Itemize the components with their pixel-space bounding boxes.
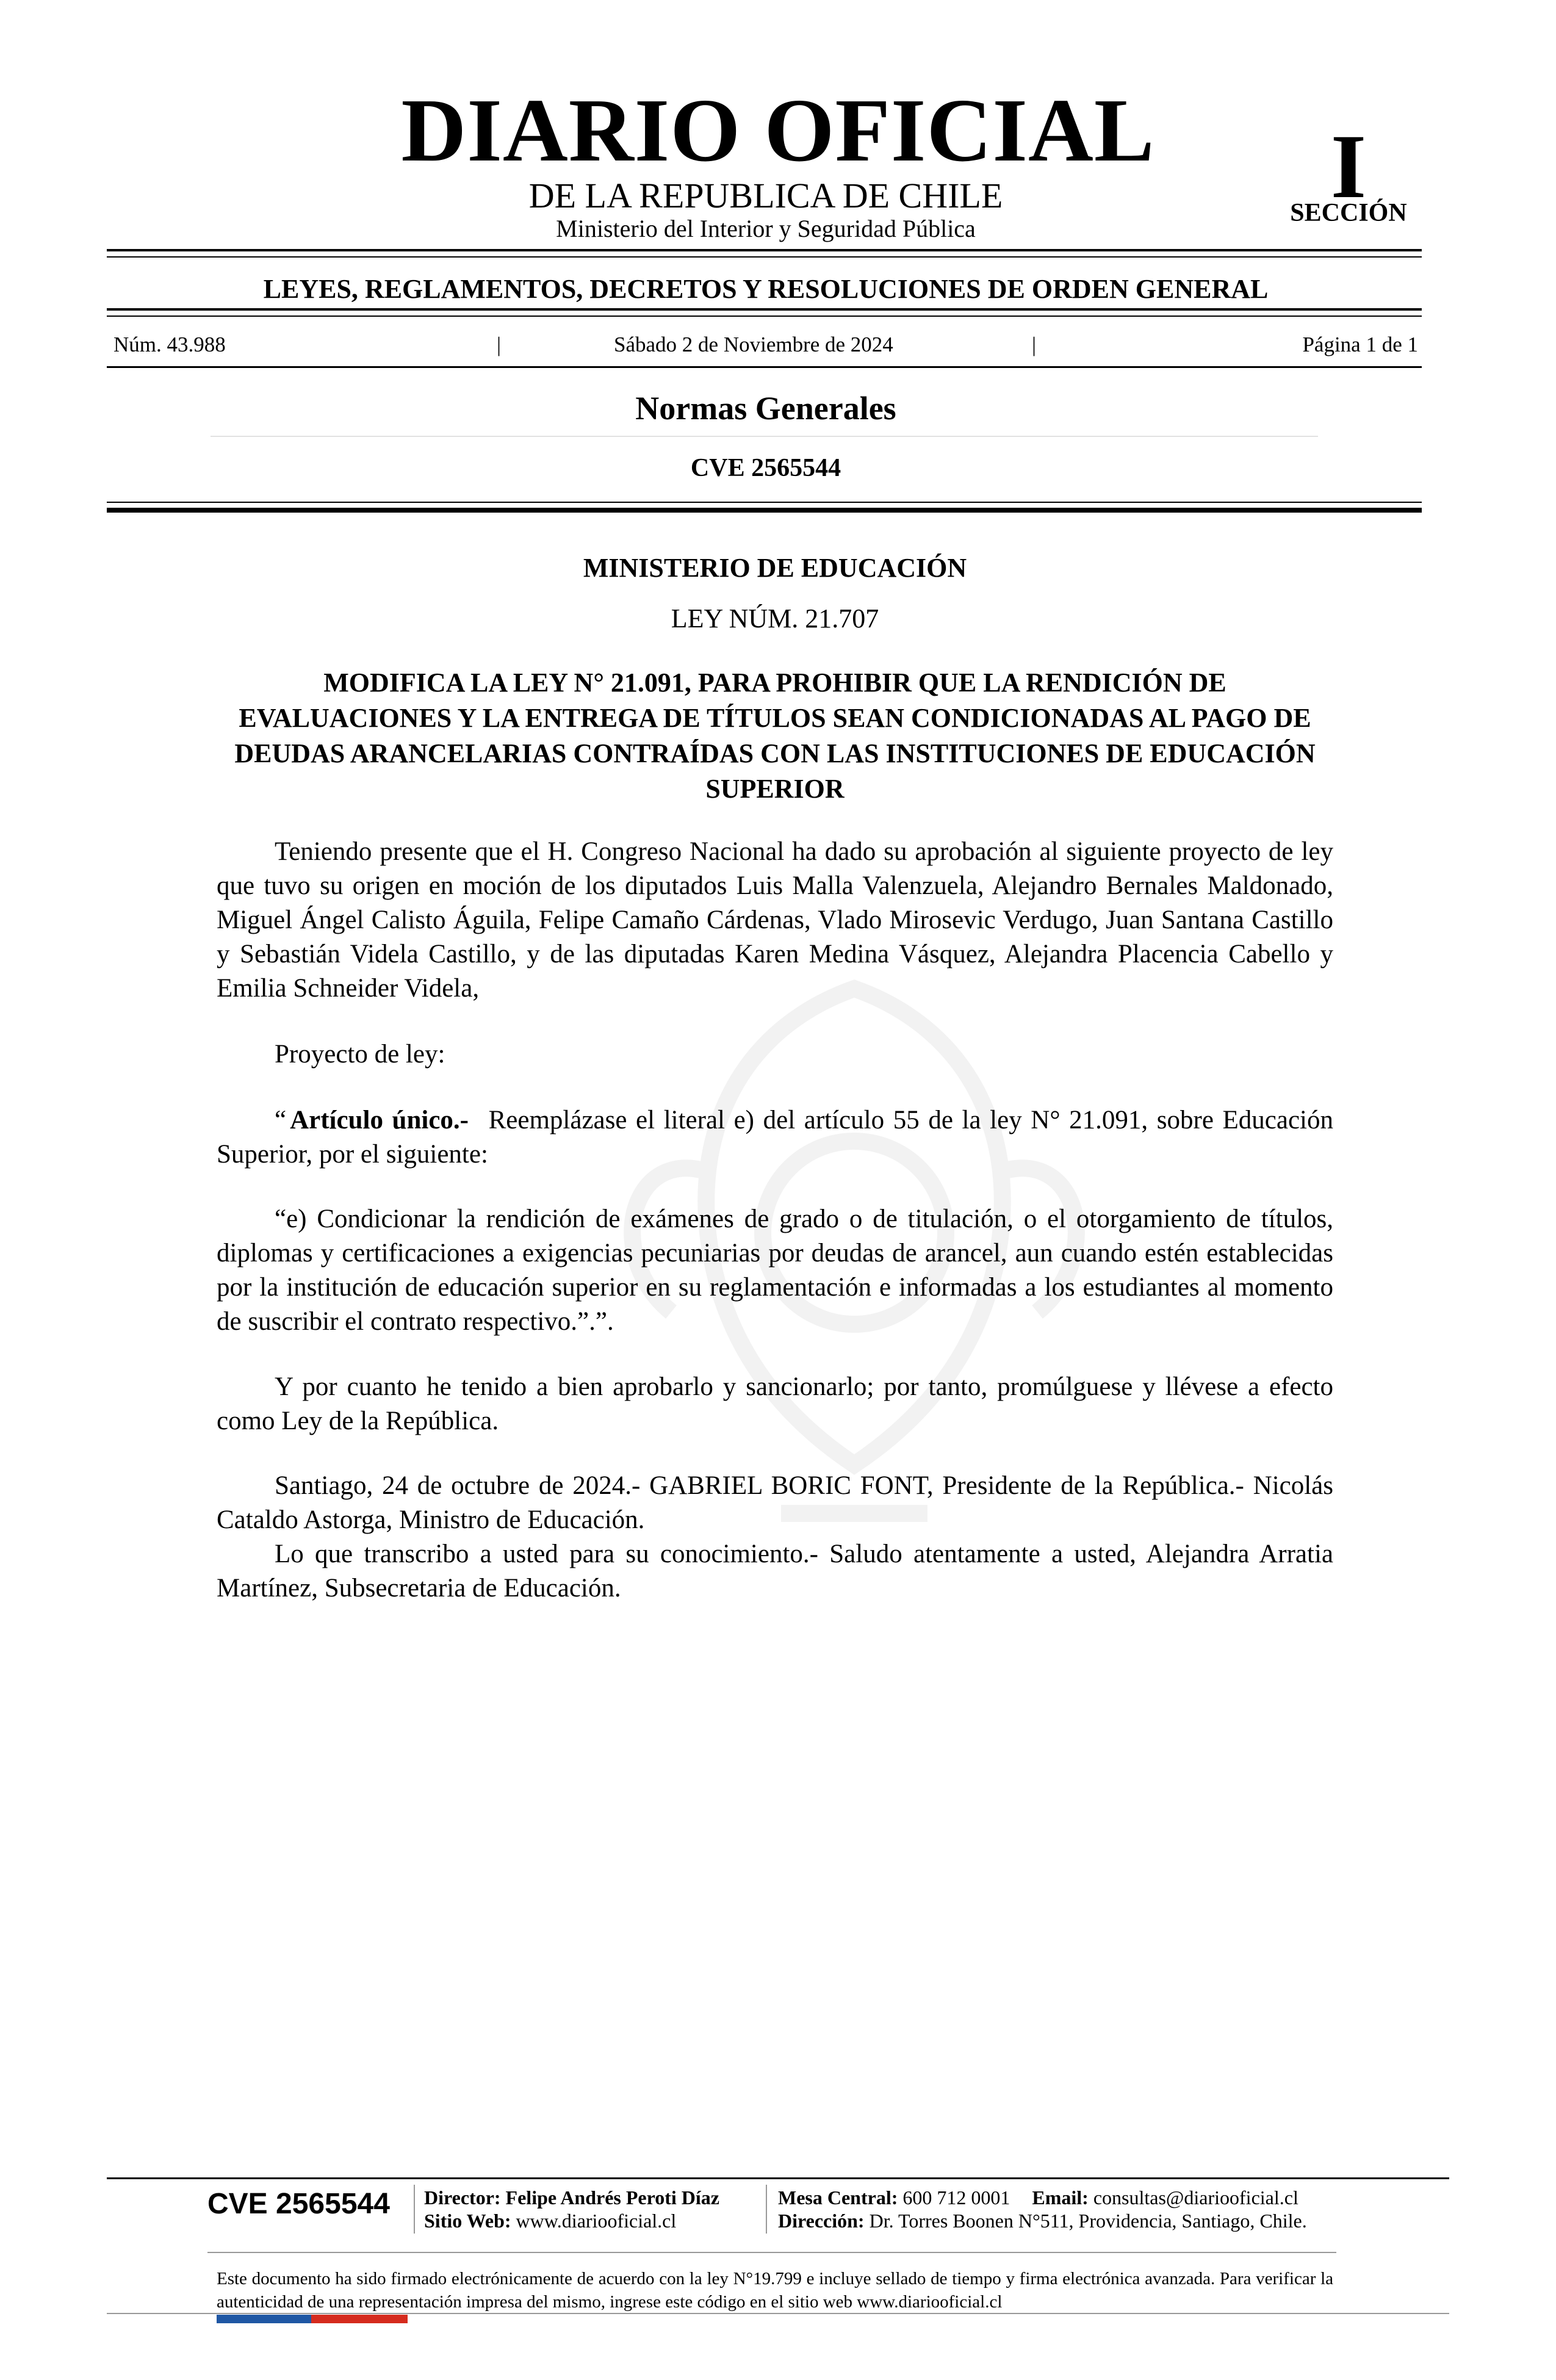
footer-divider bbox=[766, 2185, 767, 2234]
address-label: Dirección: bbox=[778, 2210, 865, 2232]
email-link[interactable]: consultas@diariooficial.cl bbox=[1093, 2187, 1298, 2209]
masthead-subtitle: DE LA REPUBLICA DE CHILE bbox=[528, 176, 1003, 215]
header-rule-top-thin bbox=[107, 256, 1422, 258]
article-text: Reemplázase el literal e) del artículo 55 de la ley N° 21.091, sobre Educación Superior, por el siguiente: bbox=[217, 1106, 1334, 1169]
issue-rule bbox=[107, 366, 1422, 368]
footer-contact-left bbox=[424, 2186, 719, 2232]
website-label: Sitio Web: bbox=[424, 2210, 511, 2232]
phone-label: Mesa Central: bbox=[778, 2187, 898, 2209]
section-numeral: I bbox=[1330, 116, 1367, 217]
footer-cve-code: CVE 2565544 bbox=[207, 2188, 390, 2220]
article-open-quote: “ bbox=[275, 1106, 287, 1134]
footer-rule-top bbox=[107, 2177, 1449, 2179]
director-label: Director: bbox=[424, 2187, 501, 2209]
director-value: Felipe Andrés Peroti Díaz bbox=[505, 2187, 719, 2209]
footer-rule-bottom bbox=[107, 2313, 1449, 2314]
issue-separator: | bbox=[1032, 333, 1037, 356]
address-value: Dr. Torres Boonen N°511, Providencia, Santiago, Chile. bbox=[869, 2210, 1307, 2232]
body-rule-thick bbox=[107, 508, 1422, 513]
section-rule-thin bbox=[107, 316, 1422, 317]
preamble-paragraph: Teniendo presente que el H. Congreso Nacional ha dado su aprobación al siguiente proyecto de ley que tuvo su origen en moción de los diputados Luis Malla Valenzuela, Alejandro Bernales Maldonado, Miguel Ángel Calisto Águila, Felipe Camaño Cárdenas, Vlado Mirosevic Verdugo, Juan Santana Castillo y Sebastián Videla Castillo, y de las diputadas Karen Medina Vásquez, Alejandra Placencia Cabello y Emilia Schneider Videla, bbox=[217, 837, 1333, 1003]
phone-value: 600 712 0001 bbox=[902, 2187, 1010, 2209]
norms-separator bbox=[211, 436, 1318, 437]
article-label: Artículo único.- bbox=[290, 1106, 469, 1134]
cve-code: CVE 2565544 bbox=[690, 454, 841, 482]
email-label: Email: bbox=[1032, 2187, 1089, 2209]
footer-notice: Este documento ha sido firmado electrónicamente de acuerdo con la ley N°19.799 e incluye sellado de tiempo y firma electrónica avanzada. Para verificar la autenticidad de una representación impresa del mismo, ingrese este código en el sitio web www.diariooficial.cl bbox=[217, 2269, 1333, 2312]
issue-page: Página 1 de 1 bbox=[1302, 333, 1418, 356]
issue-number: Núm. 43.988 bbox=[113, 333, 226, 356]
website-link[interactable]: www.diariooficial.cl bbox=[516, 2210, 677, 2232]
literal-paragraph: “e) Condicionar la rendición de exámenes de grado o de titulación, o el otorgamiento de títulos, diplomas y certificaciones a exigencias pecuniarias por deudas de arancel, aun cuando estén establecidas por la institución de educación superior en su reglamentación e informadas a los estudiantes al momento de suscribir el contrato respectivo.”.”. bbox=[217, 1205, 1333, 1336]
issue-date: Sábado 2 de Noviembre de 2024 bbox=[614, 333, 893, 356]
masthead-ministry: Ministerio del Interior y Seguridad Pública bbox=[556, 215, 976, 242]
section-header: LEYES, REGLAMENTOS, DECRETOS Y RESOLUCIONES DE ORDEN GENERAL bbox=[263, 274, 1269, 304]
law-title: MODIFICA LA LEY N° 21.091, PARA PROHIBIR QUE LA RENDICIÓN DE EVALUACIONES Y LA ENTREGA DE TÍTULOS SEAN CONDICIONADAS AL PAGO DE DEUDAS ARANCELARIAS CONTRAÍDAS CON LAS INSTITUCIONES DE EDUCACIÓN SUPERIOR bbox=[234, 668, 1316, 804]
footer-rule-middle bbox=[207, 2252, 1336, 2253]
flag-stripe-red bbox=[311, 2315, 408, 2323]
section-rule-thick bbox=[107, 308, 1422, 311]
footer-divider bbox=[414, 2185, 415, 2234]
law-number: LEY NÚM. 21.707 bbox=[671, 604, 879, 633]
issue-separator: | bbox=[497, 333, 502, 356]
section-label: SECCIÓN bbox=[1290, 199, 1407, 227]
body-rule-thin bbox=[107, 502, 1422, 503]
footer-contact-right bbox=[778, 2186, 1307, 2232]
ministry-heading: MINISTERIO DE EDUCACIÓN bbox=[583, 553, 967, 583]
proyecto-label: Proyecto de ley: bbox=[275, 1040, 445, 1069]
promulgation-paragraph: Y por cuanto he tenido a bien aprobarlo y sancionarlo; por tanto, promúlguese y llévese a efecto como Ley de la República. bbox=[217, 1372, 1333, 1435]
transcription-paragraph: Lo que transcribo a usted para su conocimiento.- Saludo atentamente a usted, Alejandra Arratia Martínez, Subsecretaria de Educación. bbox=[217, 1540, 1333, 1603]
flag-stripe-blue bbox=[217, 2315, 311, 2323]
norms-title: Normas Generales bbox=[635, 390, 896, 427]
header-rule-top-thick bbox=[107, 249, 1422, 251]
signature-paragraph: Santiago, 24 de octubre de 2024.- GABRIEL BORIC FONT, Presidente de la República.- Nicolás Cataldo Astorga, Ministro de Educación. bbox=[217, 1471, 1333, 1534]
masthead-title: DIARIO OFICIAL bbox=[401, 81, 1155, 181]
article-paragraph bbox=[217, 1103, 1333, 1172]
